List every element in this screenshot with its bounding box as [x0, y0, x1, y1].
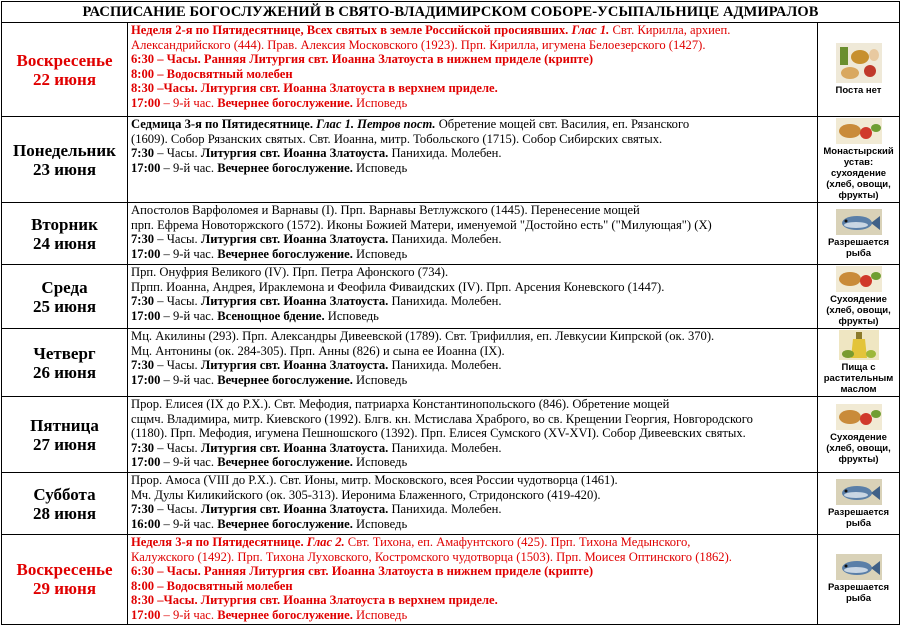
line-segment: Литургия свт. Иоанна Златоуста.	[200, 294, 389, 309]
service-line	[131, 38, 815, 53]
service-line	[131, 280, 815, 295]
line-segment: Всенощное бдение.	[217, 308, 325, 323]
fasting-cell	[818, 329, 900, 397]
line-segment: Свт. Тихона, еп. Амафунтского (425). Прп. Тихона Медынского,	[344, 535, 691, 549]
bread-vegetables-icon	[836, 404, 882, 430]
fasting-label: Пища с растительным маслом	[823, 362, 894, 395]
line-segment: – Часы.	[154, 358, 201, 373]
services-cell	[128, 265, 818, 329]
fasting-label: Монастырский устав: сухоядение (хлеб, овощи, фрукты)	[823, 146, 894, 201]
line-segment: 17:00	[131, 95, 161, 110]
line-segment: Глас 2.	[303, 535, 345, 549]
day-date: 25 июня	[32, 296, 97, 316]
line-segment: 16:00	[131, 516, 161, 531]
service-line	[131, 373, 815, 388]
line-segment: Литургия свт. Иоанна Златоуста.	[200, 146, 389, 161]
line-segment: – 9-й час.	[160, 246, 218, 261]
line-segment: – 9-й час.	[160, 607, 218, 622]
fasting-label: Разрешается рыба	[827, 506, 890, 529]
line-segment: – Часы.	[154, 232, 201, 247]
fasting-cell	[818, 397, 900, 473]
schedule-row	[2, 265, 900, 329]
line-segment: Обретение мощей свт. Василия, еп. Рязанского	[435, 117, 690, 131]
service-line	[131, 117, 815, 132]
line-segment: Исповедь	[352, 607, 408, 622]
service-line	[131, 52, 815, 67]
line-segment: (1609). Собор Рязанских святых. Свт. Иоанна, митр. Тобольского (1715). Собор Сибирских святых.	[131, 131, 663, 146]
line-segment: Исповедь	[352, 372, 408, 387]
line-segment: Мц. Антонины (ок. 284-305). Прп. Анны (826) и сына ее Иоанна (IX).	[131, 343, 505, 358]
day-cell	[2, 473, 128, 535]
service-line	[131, 161, 815, 176]
line-segment: Мц. Акилины (293). Прп. Александры Дивеевской (1789). Свт. Трифиллия, еп. Левкусии Кипрской (ок. 370).	[131, 329, 715, 343]
day-cell	[2, 117, 128, 203]
line-segment: – 9-й час.	[160, 95, 218, 110]
line-segment: сщмч. Владимира, митр. Киевского (1992). Блгв. кн. Мстислава Храброго, во св. Крещении Георгия, Новгородского	[131, 411, 753, 426]
line-segment: – Часы.	[154, 502, 201, 517]
line-segment: Прор. Елисея (IX до Р.Х.). Свт. Мефодия, патриарха Константинопольского (846). Обретение мощей	[131, 397, 670, 411]
schedule-row	[2, 117, 900, 203]
fasting-cell	[818, 265, 900, 329]
services-cell	[128, 329, 818, 397]
service-line	[131, 218, 815, 233]
day-name: Понедельник	[13, 140, 116, 160]
line-segment: – 9-й час.	[160, 372, 218, 387]
line-segment: Мч. Дулы Киликийского (ок. 305-313). Иеронима Блаженного, Стридонского (419-420).	[131, 487, 601, 502]
fish-icon	[836, 554, 882, 580]
line-segment: Литургия свт. Иоанна Златоуста.	[200, 358, 389, 373]
page-title: РАСПИСАНИЕ БОГОСЛУЖЕНИЙ В СВЯТО-ВЛАДИМИРСКОМ СОБОРЕ-УСЫПАЛЬНИЦЕ АДМИРАЛОВ	[2, 2, 900, 23]
line-segment: Апостолов Варфоломея и Варнавы (I). Прп. Варнавы Ветлужского (1445). Перенесение мощей	[131, 203, 640, 217]
service-line	[131, 517, 815, 532]
fish-icon	[836, 209, 882, 235]
services-cell	[128, 203, 818, 265]
line-segment: 17:00	[131, 160, 161, 175]
services-cell	[128, 397, 818, 473]
line-segment: Панихида. Молебен.	[388, 294, 502, 309]
line-segment: 7:30	[131, 358, 155, 373]
day-cell	[2, 265, 128, 329]
oil-bottle-icon	[839, 330, 879, 360]
line-segment: 17:00	[131, 372, 161, 387]
service-line	[131, 455, 815, 470]
line-segment: Вечернее богослужение.	[217, 516, 353, 531]
services-cell	[128, 473, 818, 535]
day-date: 29 июня	[32, 579, 97, 599]
fasting-label: Поста нет	[835, 85, 882, 96]
line-segment: 7:30	[131, 232, 155, 247]
line-segment: Вечернее богослужение.	[217, 246, 353, 261]
line-segment: 7:30	[131, 440, 155, 455]
service-line	[131, 81, 815, 96]
service-line	[131, 265, 815, 280]
service-line	[131, 96, 815, 111]
line-segment: 8:30 –Часы. Литургия свт. Иоанна Златоуста в верхнем приделе.	[131, 593, 498, 608]
line-segment: 7:30	[131, 294, 155, 309]
line-segment: 8:00 – Водосвятный молебен	[131, 578, 293, 593]
line-segment: 17:00	[131, 455, 161, 470]
line-segment: 7:30	[131, 502, 155, 517]
day-date: 24 июня	[32, 233, 97, 253]
line-segment: Вечернее богослужение.	[217, 372, 353, 387]
day-name: Воскресенье	[16, 50, 113, 70]
day-name: Четверг	[33, 343, 96, 363]
line-segment: Неделя 2-я по Пятидесятнице, Всех святых в земле Российской просиявших.	[131, 23, 569, 37]
line-segment: 17:00	[131, 246, 161, 261]
line-segment: Вечернее богослужение.	[217, 160, 353, 175]
day-date: 22 июня	[32, 69, 97, 89]
day-name: Суббота	[33, 484, 96, 504]
line-segment: Исповедь	[352, 455, 408, 470]
schedule-rows	[2, 23, 900, 625]
service-line	[131, 426, 815, 441]
line-segment: 6:30 – Часы. Ранняя Литургия свт. Иоанна Златоуста в нижнем приделе (крипте)	[131, 564, 594, 579]
service-line	[131, 67, 815, 82]
service-line	[131, 247, 815, 262]
service-line	[131, 593, 815, 608]
fasting-label: Разрешается рыба	[827, 236, 890, 259]
line-segment: Вечернее богослужение.	[217, 95, 353, 110]
service-line	[131, 358, 815, 373]
line-segment: – Часы.	[154, 440, 201, 455]
service-line	[131, 23, 815, 38]
line-segment: – Часы.	[154, 294, 201, 309]
service-line	[131, 203, 815, 218]
line-segment: Исповедь	[352, 160, 408, 175]
service-line	[131, 329, 815, 344]
line-segment: Вечернее богослужение.	[217, 607, 353, 622]
service-line	[131, 579, 815, 594]
line-segment: – 9-й час.	[160, 455, 218, 470]
bread-vegetables-icon	[836, 266, 882, 292]
service-line	[131, 309, 815, 324]
day-cell	[2, 329, 128, 397]
schedule-row	[2, 329, 900, 397]
line-segment: Литургия свт. Иоанна Златоуста.	[200, 502, 389, 517]
day-name: Среда	[41, 277, 88, 297]
line-segment: Панихида. Молебен.	[388, 502, 502, 517]
line-segment: Прпп. Иоанна, Андрея, Ираклемона и Феофила Фиваидских (IV). Прп. Арсения Коневского (1447).	[131, 279, 665, 294]
schedule-table	[1, 1, 900, 625]
line-segment: Прор. Амоса (VIII до Р.Х.). Свт. Ионы, митр. Московского, всея России чудотворца (1461).	[131, 473, 618, 487]
line-segment: Неделя 3-я по Пятидесятнице.	[131, 535, 304, 549]
schedule-row	[2, 397, 900, 473]
fasting-label: Сухоядение (хлеб, овощи, фрукты)	[826, 432, 891, 465]
fasting-label: Разрешается рыба	[827, 582, 890, 605]
line-segment: Панихида. Молебен.	[388, 232, 502, 247]
line-segment: – 9-й час.	[160, 160, 218, 175]
schedule-row	[2, 535, 900, 625]
fasting-cell	[818, 473, 900, 535]
day-cell	[2, 203, 128, 265]
line-segment: прп. Ефрема Новоторжского (1572). Иконы Божией Матери, именуемой "Достойно есть" ("Милующая") (X)	[131, 217, 712, 232]
line-segment: 6:30 – Часы. Ранняя Литургия свт. Иоанна Златоуста в нижнем приделе (крипте)	[131, 52, 594, 67]
line-segment: Исповедь	[352, 246, 408, 261]
day-cell	[2, 23, 128, 117]
line-segment: Панихида. Молебен.	[388, 146, 502, 161]
service-line	[131, 488, 815, 503]
line-segment: Панихида. Молебен.	[388, 440, 502, 455]
service-line	[131, 146, 815, 161]
line-segment: Седмица 3-я по Пятидесятнице.	[131, 117, 313, 131]
service-line	[131, 232, 815, 247]
fasting-label: Сухоядение (хлеб, овощи, фрукты)	[826, 294, 891, 327]
service-line	[131, 473, 815, 488]
fasting-cell	[818, 535, 900, 625]
feast-food-icon	[836, 43, 882, 83]
line-segment: – 9-й час.	[160, 516, 218, 531]
service-line	[131, 535, 815, 550]
service-line	[131, 502, 815, 517]
line-segment: Исповедь	[352, 95, 408, 110]
line-segment: Свт. Кирилла, архиеп.	[609, 23, 731, 37]
line-segment: 17:00	[131, 607, 161, 622]
fasting-cell	[818, 23, 900, 117]
service-line	[131, 412, 815, 427]
line-segment: 8:00 – Водосвятный молебен	[131, 66, 293, 81]
line-segment: Литургия свт. Иоанна Златоуста.	[200, 232, 389, 247]
line-segment: Исповедь	[352, 516, 408, 531]
schedule-row	[2, 23, 900, 117]
service-line	[131, 441, 815, 456]
line-segment: – 9-й час.	[160, 308, 218, 323]
line-segment: 7:30	[131, 146, 155, 161]
line-segment: Исповедь	[324, 308, 379, 323]
schedule-row	[2, 473, 900, 535]
line-segment: Панихида. Молебен.	[388, 358, 502, 373]
line-segment: Литургия свт. Иоанна Златоуста.	[200, 440, 389, 455]
bread-vegetables-icon	[836, 118, 882, 144]
fasting-cell	[818, 117, 900, 203]
day-date: 23 июня	[32, 159, 97, 179]
day-cell	[2, 397, 128, 473]
service-line	[131, 608, 815, 623]
fasting-cell	[818, 203, 900, 265]
services-cell	[128, 23, 818, 117]
day-date: 26 июня	[32, 362, 97, 382]
service-line	[131, 397, 815, 412]
day-date: 27 июня	[32, 434, 97, 454]
line-segment: 8:30 –Часы. Литургия свт. Иоанна Златоуста в верхнем приделе.	[131, 81, 498, 96]
services-cell	[128, 535, 818, 625]
service-line	[131, 344, 815, 359]
day-date: 28 июня	[32, 503, 97, 523]
line-segment: (1180). Прп. Мефодия, игумена Пешношского (1392). Прп. Елисея Сумского (XV-XVI). Собор Дивеевских святых.	[131, 426, 746, 441]
day-name: Вторник	[31, 214, 98, 234]
service-line	[131, 564, 815, 579]
line-segment: Вечернее богослужение.	[217, 455, 353, 470]
schedule-row	[2, 203, 900, 265]
line-segment: Калужского (1492). Прп. Тихона Луховского, Костромского чудотворца (1503). Прп. Моисея Оптинского (1862).	[131, 549, 732, 564]
day-name: Воскресенье	[16, 560, 113, 580]
service-line	[131, 132, 815, 147]
services-cell	[128, 117, 818, 203]
fish-icon	[836, 479, 882, 505]
service-line	[131, 294, 815, 309]
line-segment: Глас 1. Петров пост.	[313, 117, 436, 131]
day-name: Пятница	[30, 415, 99, 435]
service-line	[131, 550, 815, 565]
day-cell	[2, 535, 128, 625]
line-segment: 17:00	[131, 308, 161, 323]
line-segment: – Часы.	[154, 146, 201, 161]
line-segment: Прп. Онуфрия Великого (IV). Прп. Петра Афонского (734).	[131, 265, 449, 279]
line-segment: Глас 1.	[568, 23, 610, 37]
line-segment: Александрийского (444). Прав. Алексия Московского (1923). Прп. Кирилла, игумена Белоезерского (1427).	[131, 37, 706, 52]
